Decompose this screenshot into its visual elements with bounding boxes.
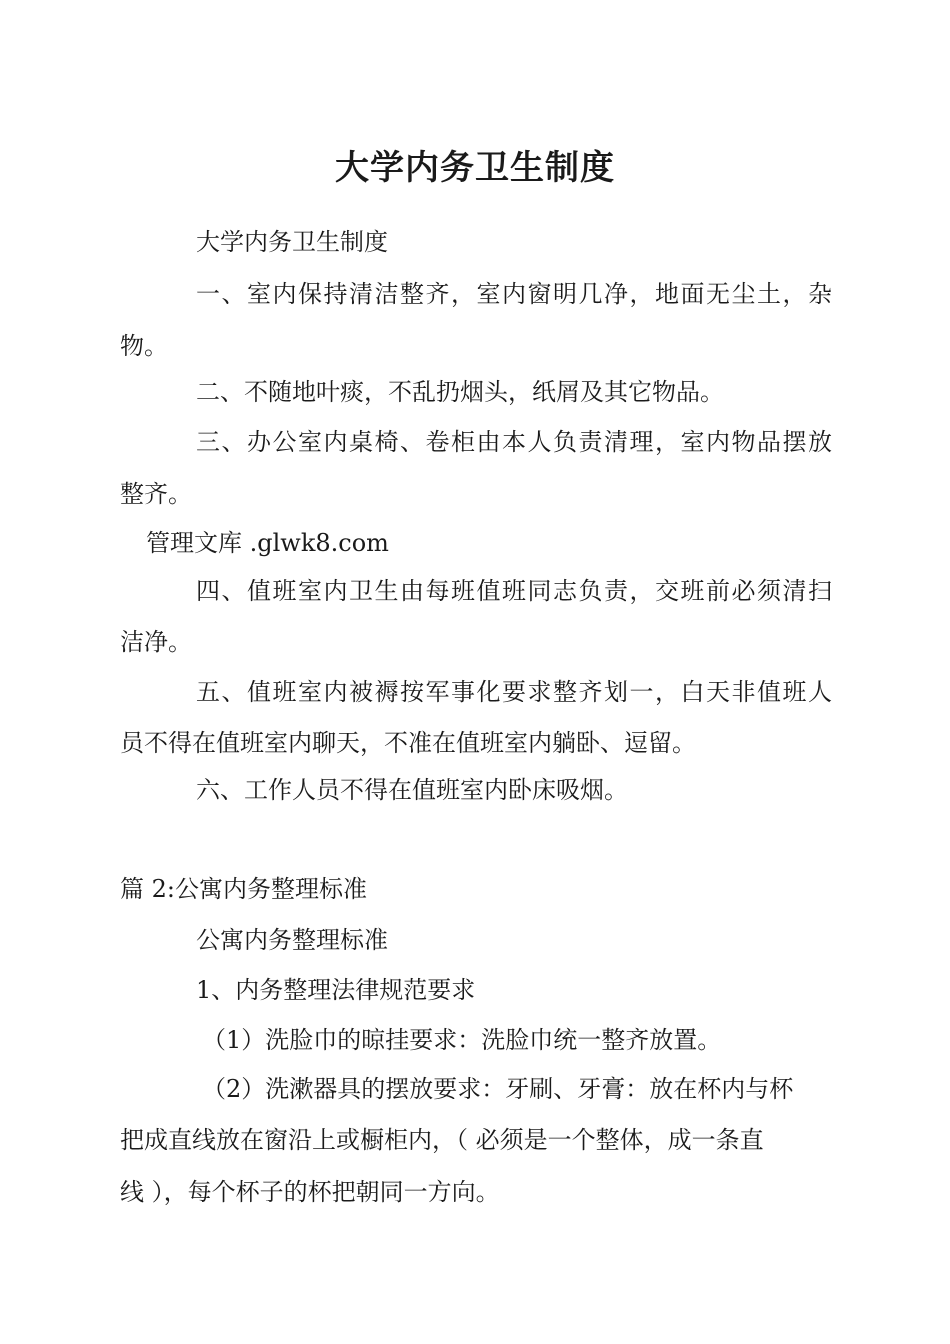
paragraph-line: （2）洗漱器具的摆放要求：牙刷、牙膏：放在杯内与杯 bbox=[202, 1075, 794, 1103]
watermark-text: 管理文库 .glwk8.com bbox=[146, 529, 389, 557]
paragraph-heading: 大学内务卫生制度 bbox=[196, 228, 388, 256]
paragraph-line: 一、室内保持清洁整齐，室内窗明几净，地面无尘土，杂 bbox=[196, 280, 832, 308]
paragraph-line: 整齐。 bbox=[120, 480, 192, 508]
paragraph-line: 洁净。 bbox=[120, 628, 192, 656]
paragraph-line: 物。 bbox=[120, 332, 168, 360]
section-heading: 篇 2:公寓内务整理标准 bbox=[120, 875, 367, 903]
paragraph-line: 把成直线放在窗沿上或橱柜内，（ 必须是一个整体，成一条直 bbox=[120, 1126, 764, 1154]
paragraph-line: 三、办公室内桌椅、卷柜由本人负责清理，室内物品摆放 bbox=[196, 428, 832, 456]
paragraph-line: 员不得在值班室内聊天，不准在值班室内躺卧、逗留。 bbox=[120, 729, 696, 757]
paragraph-line: 1、内务整理法律规范要求 bbox=[196, 976, 476, 1004]
paragraph-line: 五、值班室内被褥按军事化要求整齐划一，白天非值班人 bbox=[196, 678, 832, 706]
paragraph-line: 六、工作人员不得在值班室内卧床吸烟。 bbox=[196, 776, 628, 804]
subsection-title: 公寓内务整理标准 bbox=[196, 926, 388, 954]
paragraph-line: 二、不随地叶痰，不乱扔烟头，纸屑及其它物品。 bbox=[196, 378, 724, 406]
paragraph-line: 四、值班室内卫生由每班值班同志负责，交班前必须清扫 bbox=[196, 577, 832, 605]
paragraph-line: （1）洗脸巾的晾挂要求：洗脸巾统一整齐放置。 bbox=[202, 1026, 722, 1054]
paragraph-line: 线 ），每个杯子的杯把朝同一方向。 bbox=[120, 1178, 500, 1206]
document-title: 大学内务卫生制度 bbox=[335, 148, 615, 188]
